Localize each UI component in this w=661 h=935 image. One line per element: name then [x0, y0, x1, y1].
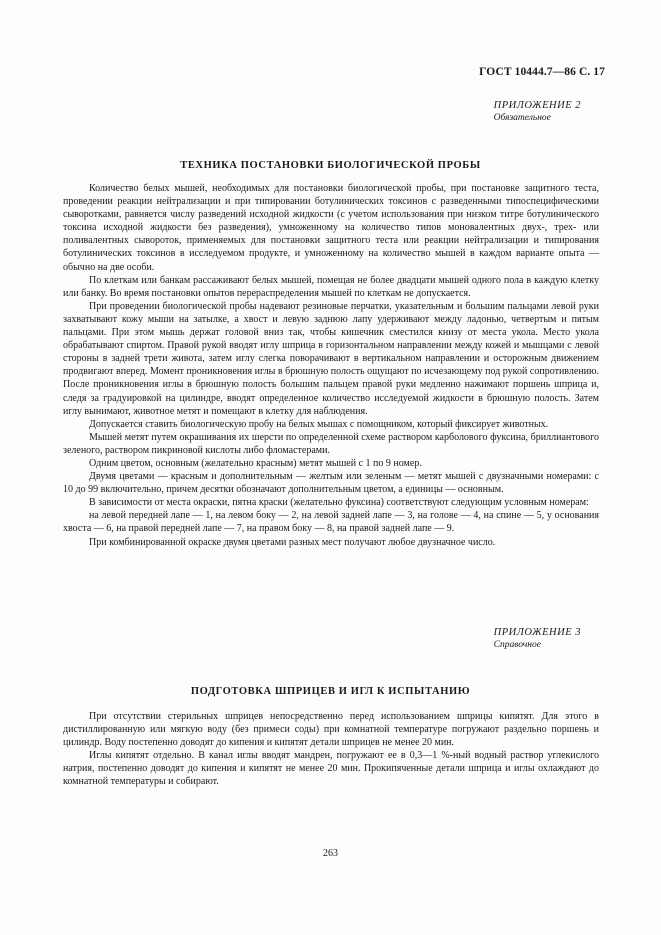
- appendix-3-label: ПРИЛОЖЕНИЕ 3: [493, 627, 581, 638]
- paragraph: Иглы кипятят отдельно. В канал иглы вводят мандрен, погружают ее в 0,3—1 %-ный водный раствор углекислого натрия, постепенно доводят до кипения и кипятят не менее 20 мин. Прокипяченные детали шприца и иглы охлаждают до комнатной температуры и собирают.: [63, 750, 599, 788]
- paragraph-numbering-scheme: на левой передней лапе — 1, на левом боку — 2, на левой задней лапе — 3, на голове — 4, на спине — 5, у основания хвоста — 6, на правой передней лапе — 7, на правом боку — 8, на правой задней лапе — 9.: [63, 510, 599, 535]
- paragraph: По клеткам или банкам рассаживают белых мышей, помещая не более двадцати мышей одного пола в каждую клетку или банку. Во время постановки опытов перераспределения мышей по клеткам не допускается.: [63, 274, 599, 299]
- paragraph: Одним цветом, основным (желательно красным) метят мышей с 1 по 9 номер.: [89, 457, 422, 469]
- appendix-2-block: [494, 99, 581, 125]
- paragraph: Допускается ставить биологическую пробу на белых мышах с помощником, который фиксирует животных.: [89, 418, 549, 430]
- paragraph: Мышей метят путем окрашивания их шерсти по определенной схеме раствором карболового фуксина, бриллиантового зеленого, раствором пикриновой кислоты либо фломастерами.: [63, 431, 599, 456]
- paragraph: Двумя цветами — красным и дополнительным — желтым или зеленым — метят мышей с двузначными номерами: с 10 до 99 включительно, причем десятки обозначают дополнительным цветом, а единицы — основным.: [63, 471, 599, 496]
- section-2-title: ПОДГОТОВКА ШПРИЦЕВ И ИГЛ К ИСПЫТАНИЮ: [190, 686, 471, 697]
- appendix-2-note: Обязательное: [493, 113, 551, 123]
- page-number: 263: [323, 848, 338, 859]
- appendix-2-label: ПРИЛОЖЕНИЕ 2: [493, 100, 581, 111]
- section-1-body: [63, 182, 599, 549]
- paragraph: Количество белых мышей, необходимых для постановки биологической пробы, при постановке защитного теста, проведении реакции нейтрализации и при типировании ботулинических токсинов с разведенными типоспецифическими сыворотками, равняется числу разведений исходной жидкости (с учетом использования при низком титре ботулинического токсина исходной жидкости без разведения), умноженному на количество типов моновалентных двух-, трех- или поливалентных сывороток, применяемых для постановки защитного теста или реакции нейтрализации и типирования ботулинических токсинов в исследуемом продукте, и умноженному на количество мышей в каждом варианте опыта — обычно на две особи.: [63, 183, 599, 273]
- appendix-3-note: Справочное: [493, 640, 541, 650]
- paragraph: При отсутствии стерильных шприцев непосредственно перед использованием шприцы кипятят. Для этого в дистиллированную или мягкую воду (без примеси соды) при комнатной температуре погружают раздельно поршень и цилиндр. Воду постепенно доводят до кипения и кипятят детали шприцев не менее 20 мин.: [63, 711, 599, 749]
- paragraph: В зависимости от места окраски, пятна краски (желательно фуксина) соответствуют следующим условным номерам:: [89, 497, 589, 509]
- paragraph: При проведении биологической пробы надевают резиновые перчатки, указательным и большим пальцами левой руки захватывают кожу мыши на затылке, а хвост и левую заднюю лапу удерживают между ладонью, четвертым и пятым пальцами. При этом мышь держат головой вниз так, чтобы кишечник сместился книзу от места укола. Место укола обрабатывают спиртом. Правой рукой вводят иглу шприца в горизонтальном направлении между кожей и мышцами с левой стороны в задней трети живота, затем иглу слегка поворачивают в вертикальном направлении и осторожным движением продвигают вперед. Момент проникновения иглы в брюшную полость ощущают по исчезающему под рукой сопротивлению. После проникновения иглы в брюшную полость большим пальцем правой руки медленно нажимают поршень шприца и, следя за градуировкой на цилиндре, вводят определенное количество исследуемой жидкости в брюшную полость. Затем иглу вынимают, животное метят и помещают в клетку для наблюдения.: [63, 300, 599, 417]
- section-2-body: [63, 710, 599, 789]
- section-1-title: ТЕХНИКА ПОСТАНОВКИ БИОЛОГИЧЕСКОЙ ПРОБЫ: [180, 160, 481, 171]
- appendix-3-block: [494, 626, 581, 652]
- paragraph: При комбинированной окраске двумя цветами разных мест получают любое двузначное число.: [89, 536, 496, 548]
- standard-code-header: ГОСТ 10444.7—86 С. 17: [479, 66, 605, 78]
